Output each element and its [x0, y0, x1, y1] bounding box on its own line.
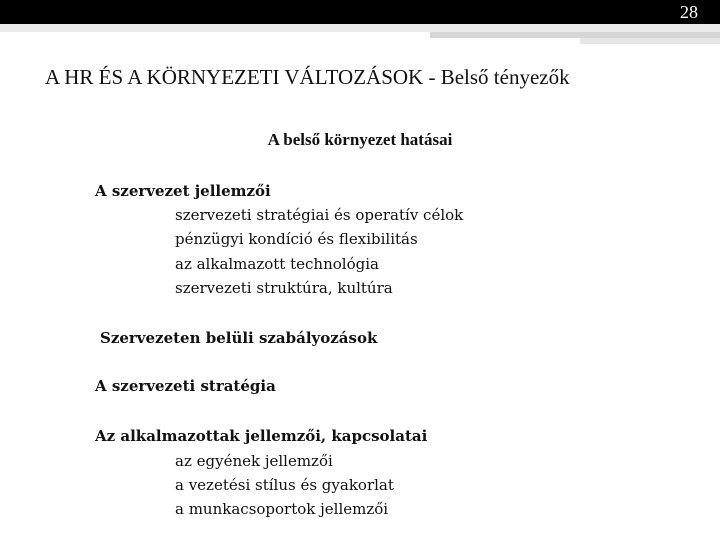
list-item: a vezetési stílus és gyakorlat: [175, 476, 394, 494]
page-number: 28: [680, 2, 698, 22]
list-item: az egyének jellemzői: [175, 452, 333, 470]
section-heading-employees: Az alkalmazottak jellemzői, kapcsolatai: [95, 427, 428, 445]
slide-subheading: A belső környezet hatásai: [267, 130, 453, 149]
list-item: az alkalmazott technológia: [175, 255, 379, 273]
list-item: szervezeti struktúra, kultúra: [175, 279, 393, 297]
list-item: szervezeti stratégiai és operatív célok: [175, 206, 464, 224]
section-heading-regulations: Szervezeten belüli szabályozások: [100, 329, 378, 347]
header-shade-accent-small: [580, 38, 720, 44]
header-shade: [0, 24, 720, 32]
slide-title: A HR ÉS A KÖRNYEZETI VÁLTOZÁSOK - Belső tényezők: [45, 65, 570, 89]
top-bar: [0, 0, 720, 24]
list-item: pénzügyi kondíció és flexibilitás: [175, 230, 418, 248]
list-item: a munkacsoportok jellemzői: [175, 500, 389, 518]
section-heading-organization: A szervezet jellemzői: [95, 182, 271, 200]
section-heading-strategy: A szervezeti stratégia: [95, 377, 276, 395]
